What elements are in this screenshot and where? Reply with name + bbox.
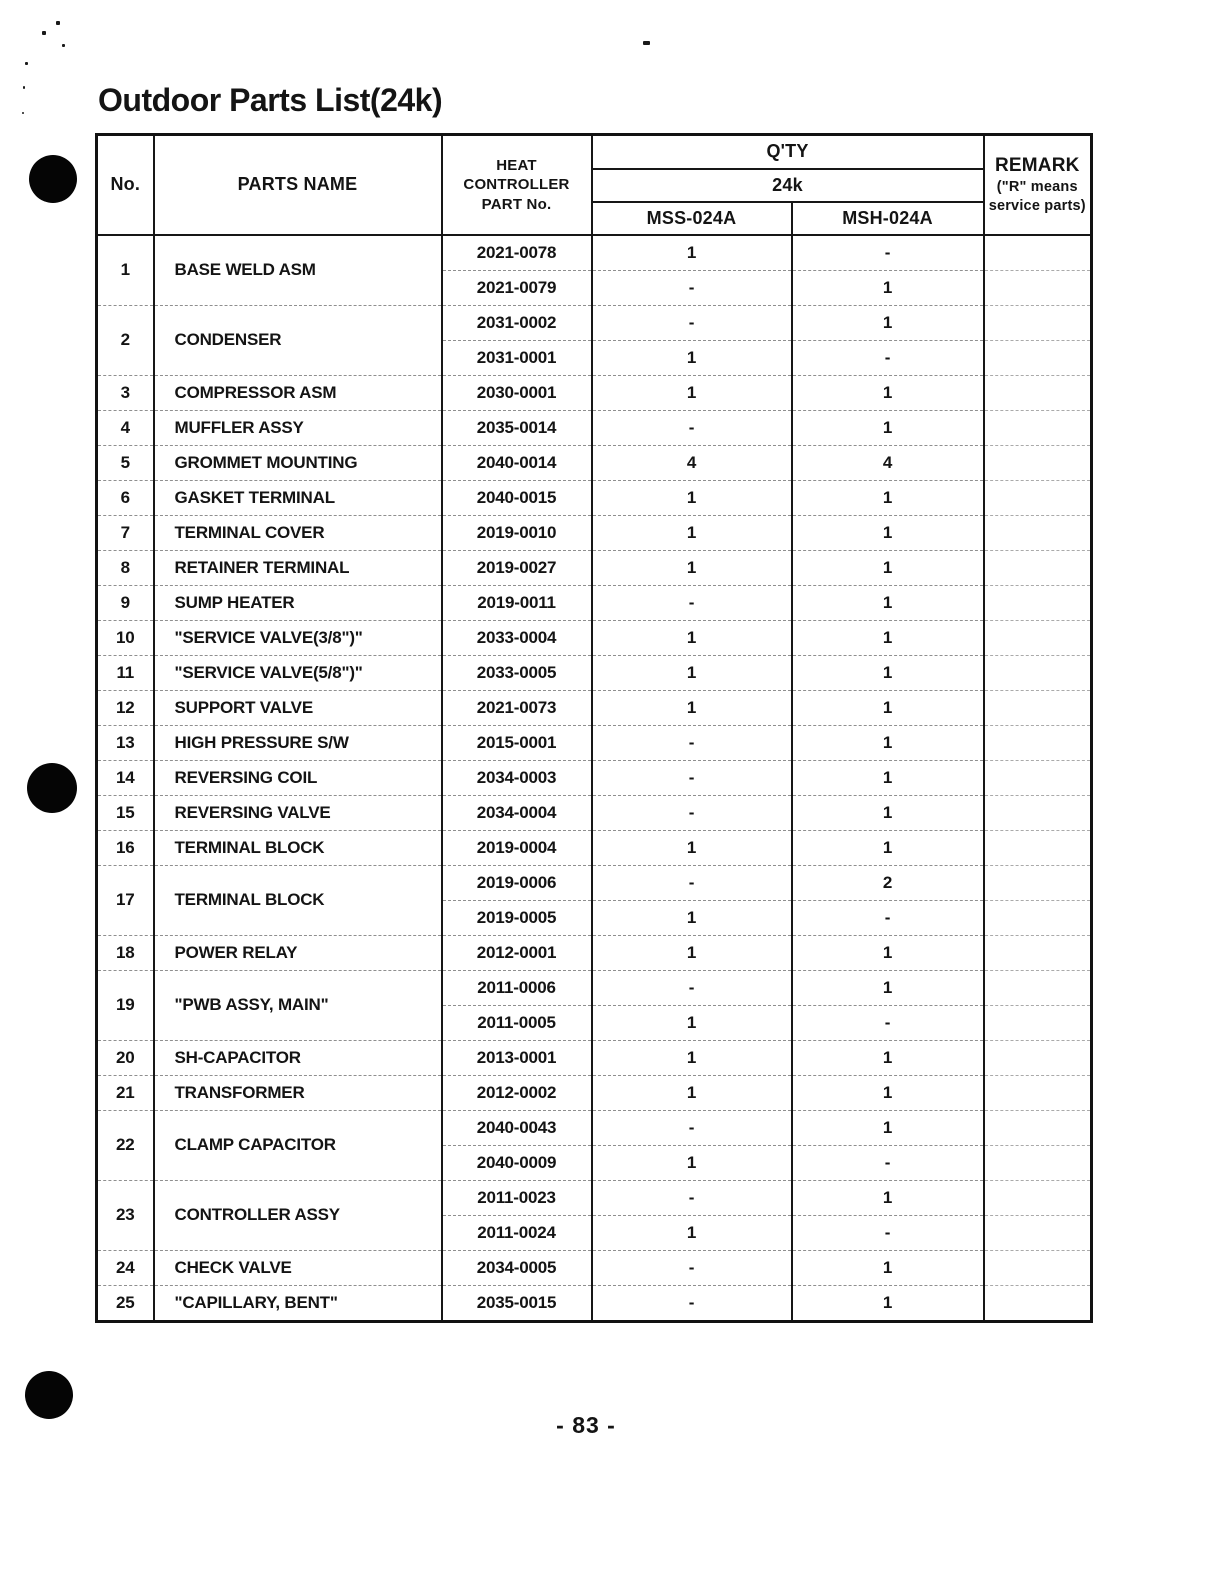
header-parts-name: PARTS NAME — [154, 135, 442, 235]
header-no: No. — [97, 135, 154, 235]
header-part-no — [442, 135, 592, 235]
cell-part-no: 2040-0009 — [442, 1145, 592, 1180]
cell-parts-name: POWER RELAY — [154, 935, 442, 970]
cell-parts-name: CLAMP CAPACITOR — [154, 1110, 442, 1180]
cell-parts-name: CONTROLLER ASSY — [154, 1180, 442, 1250]
cell-qty-msh: 1 — [792, 585, 984, 620]
cell-parts-name: "PWB ASSY, MAIN" — [154, 970, 442, 1040]
cell-qty-mss: 4 — [592, 445, 792, 480]
cell-parts-name: SUPPORT VALVE — [154, 690, 442, 725]
cell-qty-mss: - — [592, 270, 792, 305]
cell-remark — [984, 970, 1092, 1005]
cell-no: 11 — [97, 655, 154, 690]
cell-parts-name: HIGH PRESSURE S/W — [154, 725, 442, 760]
cell-no: 1 — [97, 235, 154, 306]
table-row — [97, 410, 1092, 445]
cell-part-no: 2040-0043 — [442, 1110, 592, 1145]
cell-part-no: 2011-0005 — [442, 1005, 592, 1040]
cell-part-no: 2012-0001 — [442, 935, 592, 970]
cell-parts-name: "CAPILLARY, BENT" — [154, 1285, 442, 1321]
cell-remark — [984, 725, 1092, 760]
header-qty: Q'TY — [592, 135, 984, 169]
cell-qty-mss: - — [592, 585, 792, 620]
cell-qty-msh: 1 — [792, 410, 984, 445]
scan-speck — [56, 21, 60, 25]
cell-qty-mss: 1 — [592, 480, 792, 515]
cell-remark — [984, 1145, 1092, 1180]
cell-qty-mss: - — [592, 1250, 792, 1285]
cell-qty-msh: 1 — [792, 830, 984, 865]
cell-parts-name: RETAINER TERMINAL — [154, 550, 442, 585]
cell-qty-msh: 1 — [792, 935, 984, 970]
table-row — [97, 585, 1092, 620]
cell-qty-mss: - — [592, 725, 792, 760]
cell-qty-mss: 1 — [592, 1075, 792, 1110]
punch-hole — [25, 1371, 73, 1419]
cell-qty-msh: 1 — [792, 690, 984, 725]
cell-remark — [984, 410, 1092, 445]
cell-qty-msh: 1 — [792, 1250, 984, 1285]
cell-no: 5 — [97, 445, 154, 480]
parts-table-header — [97, 135, 1092, 235]
cell-part-no: 2035-0015 — [442, 1285, 592, 1321]
cell-qty-msh: 1 — [792, 1285, 984, 1321]
cell-no: 19 — [97, 970, 154, 1040]
parts-table-body — [97, 235, 1092, 1322]
cell-qty-msh: 2 — [792, 865, 984, 900]
cell-part-no: 2031-0001 — [442, 340, 592, 375]
cell-qty-msh: 1 — [792, 1040, 984, 1075]
cell-qty-msh: 1 — [792, 760, 984, 795]
cell-no: 3 — [97, 375, 154, 410]
cell-qty-mss: 1 — [592, 235, 792, 271]
cell-qty-msh: 1 — [792, 725, 984, 760]
cell-part-no: 2034-0003 — [442, 760, 592, 795]
header-row — [97, 135, 1092, 169]
cell-part-no: 2019-0010 — [442, 515, 592, 550]
cell-remark — [984, 1180, 1092, 1215]
scan-speck — [25, 62, 28, 65]
table-row — [97, 935, 1092, 970]
table-row — [97, 515, 1092, 550]
header-remark-title: REMARK — [994, 154, 1080, 176]
cell-remark — [984, 1250, 1092, 1285]
cell-qty-mss: 1 — [592, 1145, 792, 1180]
cell-part-no: 2011-0023 — [442, 1180, 592, 1215]
cell-parts-name: CHECK VALVE — [154, 1250, 442, 1285]
cell-part-no: 2031-0002 — [442, 305, 592, 340]
punch-hole — [29, 155, 77, 203]
cell-remark — [984, 235, 1092, 271]
cell-remark — [984, 935, 1092, 970]
cell-no: 14 — [97, 760, 154, 795]
cell-parts-name: "SERVICE VALVE(5/8")" — [154, 655, 442, 690]
cell-remark — [984, 1215, 1092, 1250]
cell-part-no: 2034-0004 — [442, 795, 592, 830]
cell-no: 6 — [97, 480, 154, 515]
cell-part-no: 2035-0014 — [442, 410, 592, 445]
cell-no: 18 — [97, 935, 154, 970]
cell-parts-name: TERMINAL BLOCK — [154, 865, 442, 935]
cell-remark — [984, 340, 1092, 375]
table-row — [97, 1075, 1092, 1110]
page-title: Outdoor Parts List(24k) — [98, 82, 443, 118]
cell-parts-name: CONDENSER — [154, 305, 442, 375]
cell-qty-mss: - — [592, 1180, 792, 1215]
cell-parts-name: COMPRESSOR ASM — [154, 375, 442, 410]
cell-qty-msh: 1 — [792, 1075, 984, 1110]
header-part-no-line2: CONTROLLER — [463, 176, 570, 193]
cell-remark — [984, 270, 1092, 305]
cell-parts-name: MUFFLER ASSY — [154, 410, 442, 445]
cell-qty-msh: - — [792, 900, 984, 935]
cell-part-no: 2030-0001 — [442, 375, 592, 410]
cell-qty-mss: - — [592, 865, 792, 900]
cell-qty-msh: 1 — [792, 970, 984, 1005]
cell-no: 25 — [97, 1285, 154, 1321]
table-row — [97, 1250, 1092, 1285]
table-row — [97, 655, 1092, 690]
table-row — [97, 375, 1092, 410]
cell-remark — [984, 900, 1092, 935]
cell-qty-mss: 1 — [592, 340, 792, 375]
cell-qty-mss: 1 — [592, 655, 792, 690]
cell-parts-name: REVERSING COIL — [154, 760, 442, 795]
header-part-no-line1: HEAT — [496, 156, 537, 174]
cell-parts-name: SH-CAPACITOR — [154, 1040, 442, 1075]
cell-part-no: 2021-0073 — [442, 690, 592, 725]
cell-qty-mss: - — [592, 970, 792, 1005]
cell-remark — [984, 1005, 1092, 1040]
cell-qty-mss: 1 — [592, 1215, 792, 1250]
cell-parts-name: TERMINAL COVER — [154, 515, 442, 550]
cell-qty-msh: 1 — [792, 550, 984, 585]
cell-remark — [984, 445, 1092, 480]
cell-qty-mss: - — [592, 1285, 792, 1321]
cell-remark — [984, 1075, 1092, 1110]
table-row — [97, 690, 1092, 725]
cell-remark — [984, 620, 1092, 655]
cell-no: 17 — [97, 865, 154, 935]
cell-part-no: 2034-0005 — [442, 1250, 592, 1285]
cell-qty-msh: - — [792, 1215, 984, 1250]
cell-remark — [984, 375, 1092, 410]
cell-qty-mss: - — [592, 305, 792, 340]
cell-part-no: 2021-0078 — [442, 235, 592, 271]
table-row — [97, 1285, 1092, 1321]
table-row — [97, 1110, 1092, 1145]
scan-speck — [22, 112, 24, 114]
table-row — [97, 830, 1092, 865]
header-qty-capacity: 24k — [592, 169, 984, 202]
cell-parts-name: BASE WELD ASM — [154, 235, 442, 306]
cell-parts-name: TERMINAL BLOCK — [154, 830, 442, 865]
scan-speck — [643, 41, 650, 45]
cell-qty-msh: 1 — [792, 375, 984, 410]
cell-remark — [984, 305, 1092, 340]
table-row — [97, 725, 1092, 760]
cell-qty-msh: 1 — [792, 1110, 984, 1145]
cell-qty-mss: - — [592, 410, 792, 445]
scan-speck — [23, 86, 25, 89]
cell-remark — [984, 480, 1092, 515]
cell-parts-name: SUMP HEATER — [154, 585, 442, 620]
cell-parts-name: TRANSFORMER — [154, 1075, 442, 1110]
cell-remark — [984, 550, 1092, 585]
cell-remark — [984, 1110, 1092, 1145]
cell-parts-name: GROMMET MOUNTING — [154, 445, 442, 480]
cell-no: 9 — [97, 585, 154, 620]
cell-no: 23 — [97, 1180, 154, 1250]
cell-qty-mss: - — [592, 1110, 792, 1145]
cell-qty-mss: 1 — [592, 690, 792, 725]
cell-qty-msh: - — [792, 1005, 984, 1040]
cell-part-no: 2019-0004 — [442, 830, 592, 865]
cell-qty-mss: - — [592, 795, 792, 830]
cell-part-no: 2019-0005 — [442, 900, 592, 935]
header-remark — [984, 135, 1092, 235]
cell-no: 21 — [97, 1075, 154, 1110]
cell-no: 13 — [97, 725, 154, 760]
cell-qty-mss: 1 — [592, 1040, 792, 1075]
cell-qty-msh: - — [792, 235, 984, 271]
cell-part-no: 2040-0015 — [442, 480, 592, 515]
cell-qty-mss: 1 — [592, 830, 792, 865]
table-row — [97, 795, 1092, 830]
table-row — [97, 550, 1092, 585]
cell-qty-msh: 1 — [792, 305, 984, 340]
cell-part-no: 2015-0001 — [442, 725, 592, 760]
table-row — [97, 1180, 1092, 1215]
cell-qty-msh: 1 — [792, 480, 984, 515]
cell-qty-mss: 1 — [592, 1005, 792, 1040]
cell-qty-mss: 1 — [592, 515, 792, 550]
cell-qty-msh: 1 — [792, 1180, 984, 1215]
cell-no: 22 — [97, 1110, 154, 1180]
cell-qty-mss: 1 — [592, 620, 792, 655]
cell-part-no: 2021-0079 — [442, 270, 592, 305]
cell-qty-msh: 1 — [792, 620, 984, 655]
table-row — [97, 305, 1092, 340]
parts-table — [95, 133, 1093, 1323]
cell-qty-msh: - — [792, 340, 984, 375]
header-remark-note-line2: service parts) — [988, 198, 1086, 215]
cell-remark — [984, 795, 1092, 830]
cell-qty-mss: 1 — [592, 375, 792, 410]
cell-no: 24 — [97, 1250, 154, 1285]
punch-hole — [27, 763, 77, 813]
cell-remark — [984, 1040, 1092, 1075]
cell-no: 12 — [97, 690, 154, 725]
cell-qty-msh: 1 — [792, 795, 984, 830]
cell-part-no: 2013-0001 — [442, 1040, 592, 1075]
table-row — [97, 1040, 1092, 1075]
cell-qty-mss: 1 — [592, 935, 792, 970]
cell-remark — [984, 760, 1092, 795]
table-row — [97, 620, 1092, 655]
cell-part-no: 2011-0024 — [442, 1215, 592, 1250]
header-model-msh: MSH-024A — [792, 202, 984, 235]
cell-qty-msh: 1 — [792, 270, 984, 305]
table-row — [97, 235, 1092, 271]
cell-part-no: 2012-0002 — [442, 1075, 592, 1110]
cell-part-no: 2011-0006 — [442, 970, 592, 1005]
cell-qty-msh: 4 — [792, 445, 984, 480]
cell-no: 10 — [97, 620, 154, 655]
cell-remark — [984, 1285, 1092, 1321]
cell-no: 15 — [97, 795, 154, 830]
cell-qty-mss: 1 — [592, 900, 792, 935]
cell-part-no: 2033-0004 — [442, 620, 592, 655]
cell-remark — [984, 515, 1092, 550]
cell-parts-name: "SERVICE VALVE(3/8")" — [154, 620, 442, 655]
cell-part-no: 2019-0027 — [442, 550, 592, 585]
cell-remark — [984, 585, 1092, 620]
table-row — [97, 760, 1092, 795]
cell-remark — [984, 690, 1092, 725]
cell-remark — [984, 655, 1092, 690]
cell-remark — [984, 865, 1092, 900]
cell-no: 16 — [97, 830, 154, 865]
page-number: - 83 - — [556, 1412, 616, 1438]
cell-qty-msh: - — [792, 1145, 984, 1180]
scan-speck — [42, 31, 46, 35]
cell-qty-msh: 1 — [792, 515, 984, 550]
cell-qty-mss: 1 — [592, 550, 792, 585]
table-row — [97, 970, 1092, 1005]
header-model-mss: MSS-024A — [592, 202, 792, 235]
scan-speck — [62, 44, 65, 47]
header-remark-note-line1: ("R" means — [996, 179, 1078, 196]
table-row — [97, 480, 1092, 515]
table-row — [97, 865, 1092, 900]
cell-remark — [984, 830, 1092, 865]
cell-part-no: 2033-0005 — [442, 655, 592, 690]
cell-no: 2 — [97, 305, 154, 375]
cell-part-no: 2019-0006 — [442, 865, 592, 900]
cell-qty-msh: 1 — [792, 655, 984, 690]
cell-no: 8 — [97, 550, 154, 585]
cell-part-no: 2019-0011 — [442, 585, 592, 620]
cell-part-no: 2040-0014 — [442, 445, 592, 480]
cell-parts-name: REVERSING VALVE — [154, 795, 442, 830]
cell-qty-mss: - — [592, 760, 792, 795]
header-part-no-line3: PART No. — [481, 195, 552, 213]
cell-no: 7 — [97, 515, 154, 550]
cell-parts-name: GASKET TERMINAL — [154, 480, 442, 515]
cell-no: 4 — [97, 410, 154, 445]
cell-no: 20 — [97, 1040, 154, 1075]
table-row — [97, 445, 1092, 480]
